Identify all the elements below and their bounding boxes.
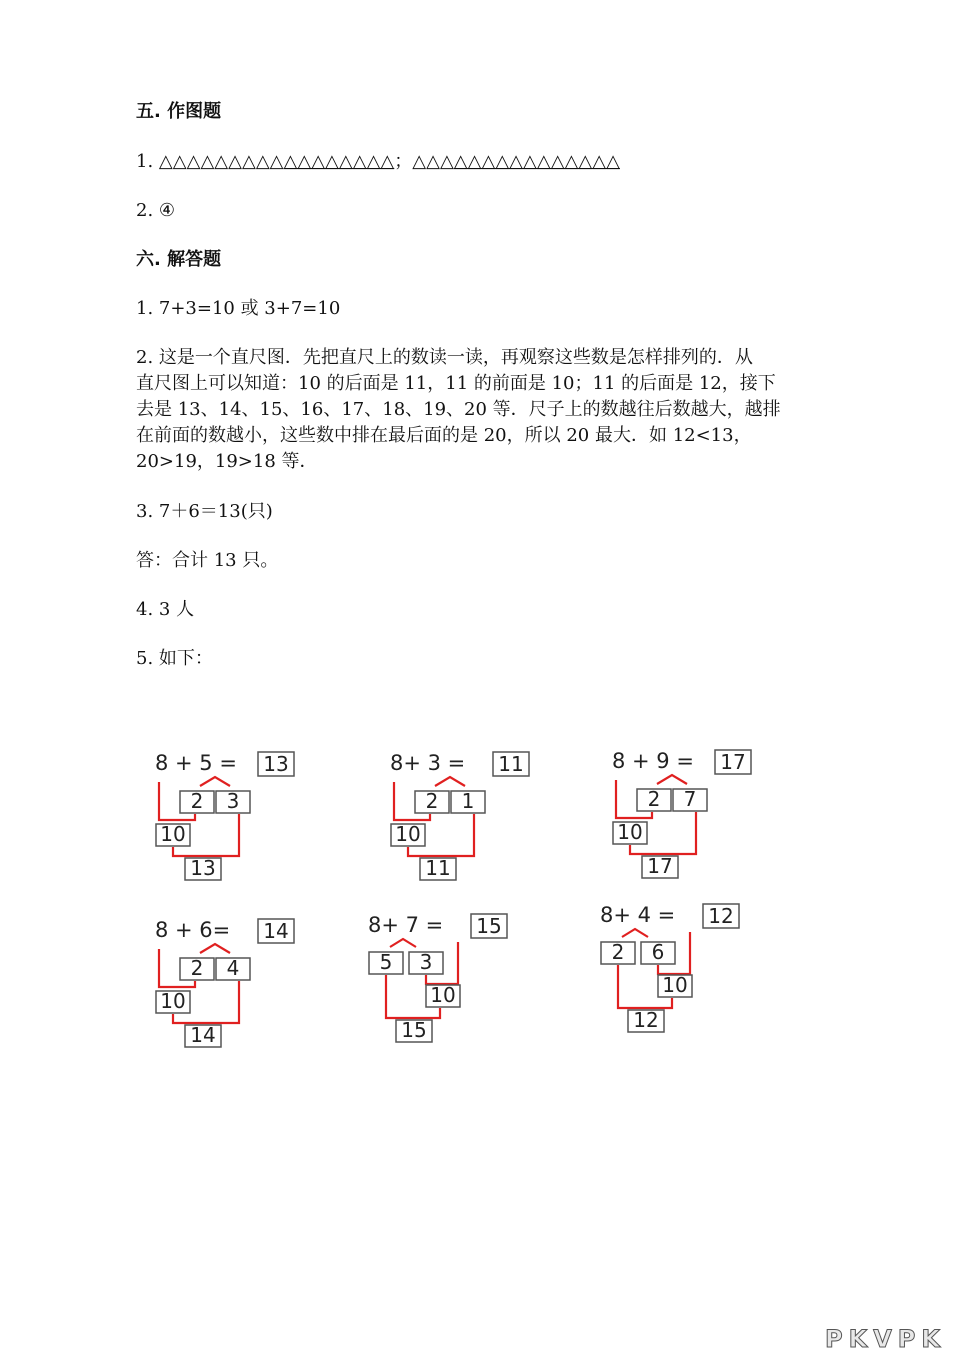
section6-q5: 5. 如下： [136, 648, 213, 669]
split-left-value: 2 [190, 789, 204, 813]
section6-q4: 4. 3 人 [136, 599, 195, 620]
ten-value: 10 [662, 973, 688, 997]
q2-line: 在前面的数越小，这些数中排在最后面的是 20，所以 20 最大．如 12<13， [136, 425, 752, 446]
ten-value: 10 [395, 822, 421, 846]
result-value: 13 [263, 752, 289, 776]
split-branch-line [390, 939, 416, 947]
total-value: 15 [401, 1018, 427, 1042]
q2-line: 直尺图上可以知道：10 的后面是 11，11 的前面是 10；11 的后面是 12，接下 [136, 373, 776, 394]
section6-heading: 六. 解答题 [136, 249, 222, 270]
split-left-value: 5 [379, 950, 393, 974]
total-value: 11 [425, 856, 451, 880]
total-value: 12 [633, 1008, 659, 1032]
triangles-a-underlined: △△△△△△△△ [283, 151, 395, 172]
triangles-b: △△△ [412, 151, 454, 172]
equation-text: 8+ 3 = [390, 751, 466, 775]
split-branch-line [435, 777, 465, 786]
total-value: 17 [647, 854, 673, 878]
split-left-value: 2 [190, 956, 204, 980]
section6-q3: 3. 7＋6＝13(只) [136, 501, 273, 522]
split-branch-line [657, 775, 687, 784]
split-left-value: 2 [611, 940, 625, 964]
split-left-value: 2 [647, 787, 661, 811]
section5-q2: 2. ④ [136, 200, 176, 221]
result-value: 17 [720, 750, 746, 774]
split-right-value: 4 [226, 956, 240, 980]
triangles-a: △△△△△△△△△ [158, 151, 284, 172]
result-value: 12 [708, 904, 734, 928]
section6-q1: 1. 7+3=10 或 3+7=10 [136, 298, 341, 319]
split-right-value: 3 [419, 950, 433, 974]
equation-text: 8 + 5 = [155, 751, 237, 775]
split-left-value: 2 [425, 789, 439, 813]
section5-heading: 五. 作图题 [136, 101, 222, 122]
split-branch-line [200, 777, 230, 786]
ten-value: 10 [617, 820, 643, 844]
total-value: 14 [190, 1023, 216, 1047]
result-value: 15 [476, 914, 502, 938]
triangles-b-underlined: △△△△△△△△△△△△ [453, 151, 620, 172]
equation-text: 8 + 9 = [612, 749, 694, 773]
split-branch-line [200, 944, 230, 953]
q2-line: 去是 13、14、15、16、17、18、19、20 等．尺子上的数越往后数越大，越排 [136, 399, 781, 420]
ten-value: 10 [430, 983, 456, 1007]
q1-number: 1. [136, 151, 154, 172]
result-value: 14 [263, 919, 289, 943]
separator: ； [394, 151, 413, 172]
q2-line: 20>19，19>18 等． [136, 451, 318, 472]
ten-value: 10 [160, 989, 186, 1013]
q2-line: 2. 这是一个直尺图．先把直尺上的数读一读，再观察这些数是怎样排列的．从 [136, 347, 753, 368]
split-right-value: 6 [651, 940, 665, 964]
total-value: 13 [190, 856, 216, 880]
split-right-value: 3 [226, 789, 240, 813]
ten-value: 10 [160, 822, 186, 846]
result-value: 11 [498, 752, 524, 776]
equation-text: 8+ 4 = [600, 903, 676, 927]
split-right-value: 1 [461, 789, 475, 813]
section6-q3-answer: 答：合计 13 只。 [136, 550, 279, 571]
split-right-value: 7 [683, 787, 697, 811]
equation-text: 8 + 6= [155, 918, 231, 942]
equation-text: 8+ 7 = [368, 913, 444, 937]
watermark-logo: PKVPK [825, 1325, 946, 1353]
split-branch-line [622, 929, 648, 937]
